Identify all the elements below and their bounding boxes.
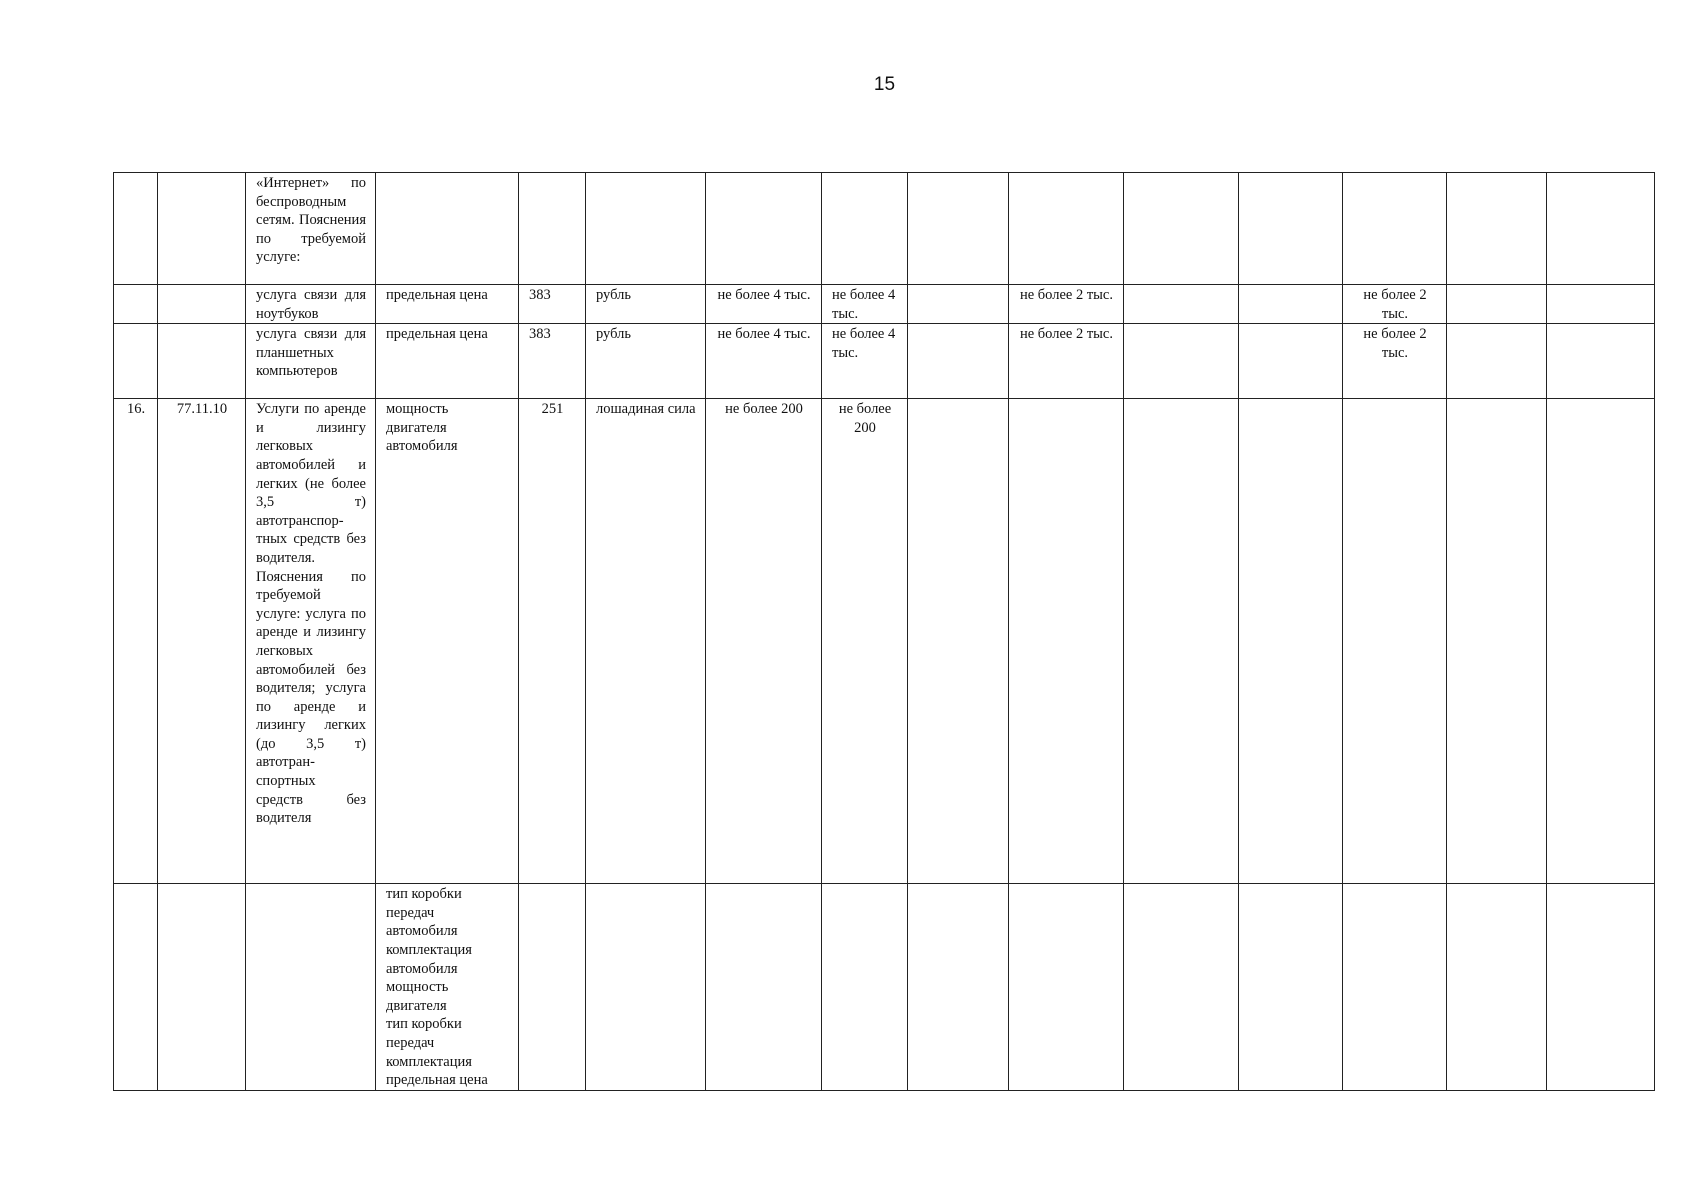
value-cell: не более 200 (822, 399, 908, 884)
value-cell (1239, 285, 1343, 324)
service-name-cell: «Интернет» по беспроводным сетям. Пояснения по требуемой услуге: (246, 173, 376, 285)
value-cell (1547, 324, 1655, 399)
value-cell (1547, 173, 1655, 285)
value-cell: не более 200 (706, 399, 822, 884)
value-cell (1009, 884, 1124, 1091)
characteristic-cell: мощность двигателя автомобиля (376, 399, 519, 884)
service-name-cell (246, 884, 376, 1091)
row-number-cell: 16. (114, 399, 158, 884)
value-cell (1124, 399, 1239, 884)
characteristic-line: предельная цена (386, 1072, 488, 1089)
okpd-code-cell (158, 173, 246, 285)
value-cell (1343, 399, 1447, 884)
characteristic-cell (376, 173, 519, 285)
value-cell: не более 4 тыс. (822, 324, 908, 399)
value-cell: не более 4 тыс. (822, 285, 908, 324)
characteristic-cell: предельная цена (376, 324, 519, 399)
value-cell (908, 884, 1009, 1091)
value-cell (822, 884, 908, 1091)
value-cell (1239, 884, 1343, 1091)
unit-name-cell (586, 173, 706, 285)
unit-name-cell: рубль (586, 324, 706, 399)
value-cell: не более 2 тыс. (1343, 324, 1447, 399)
unit-name-cell: рубль (586, 285, 706, 324)
unit-code-cell: 383 (519, 324, 586, 399)
value-cell: не более 2 тыс. (1009, 285, 1124, 324)
unit-code-cell: 383 (519, 285, 586, 324)
value-cell (1124, 173, 1239, 285)
value-cell (1239, 399, 1343, 884)
value-cell (908, 285, 1009, 324)
value-cell (1239, 173, 1343, 285)
value-cell (1343, 884, 1447, 1091)
value-cell (1447, 173, 1547, 285)
table-row (114, 173, 1655, 285)
unit-code-cell: 251 (519, 399, 586, 884)
value-cell (1124, 285, 1239, 324)
value-cell (1124, 324, 1239, 399)
value-cell: не более 4 тыс. (706, 324, 822, 399)
okpd-code-cell (158, 285, 246, 324)
service-name-cell: услуга связи для планшетных компьютеров (246, 324, 376, 399)
value-cell (1447, 285, 1547, 324)
row-number-cell (114, 173, 158, 285)
unit-name-cell (586, 884, 706, 1091)
value-cell (908, 399, 1009, 884)
characteristic-line: комплектация (386, 1053, 472, 1070)
value-cell (908, 173, 1009, 285)
unit-code-cell (519, 173, 586, 285)
value-cell (1009, 399, 1124, 884)
okpd-code-cell (158, 324, 246, 399)
value-cell: не более 4 тыс. (706, 285, 822, 324)
okpd-code-cell: 77.11.10 (158, 399, 246, 884)
table-row (114, 324, 1655, 399)
unit-name-cell: лошадиная сила (586, 399, 706, 884)
page-number: 15 (873, 74, 896, 95)
table-row (114, 884, 1655, 1091)
value-cell (1124, 884, 1239, 1091)
value-cell: не более 2 тыс. (1343, 285, 1447, 324)
characteristic-cell (376, 884, 519, 1091)
value-cell (1547, 285, 1655, 324)
value-cell (1547, 884, 1655, 1091)
value-cell (706, 884, 822, 1091)
value-cell (1447, 884, 1547, 1091)
characteristic-cell: предельная цена (376, 285, 519, 324)
characteristic-line: мощность двигателя (386, 979, 449, 1014)
okpd-code-cell (158, 884, 246, 1091)
row-number-cell (114, 884, 158, 1091)
value-cell (1447, 399, 1547, 884)
characteristic-line: тип коробки передач автомобиля (386, 886, 462, 940)
value-cell (1009, 173, 1124, 285)
value-cell: не более 2 тыс. (1009, 324, 1124, 399)
service-name-cell: услуга связи для ноутбуков (246, 285, 376, 324)
value-cell (706, 173, 822, 285)
characteristic-line: тип коробки передач (386, 1016, 462, 1051)
table-row (114, 285, 1655, 324)
row-number-cell (114, 285, 158, 324)
unit-code-cell (519, 884, 586, 1091)
value-cell (1447, 324, 1547, 399)
value-cell (822, 173, 908, 285)
value-cell (908, 324, 1009, 399)
value-cell (1239, 324, 1343, 399)
requirements-table (113, 172, 1655, 1091)
value-cell (1343, 173, 1447, 285)
service-name-cell: Услуги по аренде и лизингу легковых автомобилей и легких (не более 3,5 т) автотранспор-тных средств без водителя. Пояснения по требуемой услуге: услуга по аренде и лизингу легковых автомобилей без водителя; услуга по аренде и лизингу легких (до 3,5 т) автотран-спортных средств без водителя (246, 399, 376, 884)
row-number-cell (114, 324, 158, 399)
characteristic-line: комплектация автомобиля (386, 941, 472, 977)
table-row (114, 399, 1655, 884)
value-cell (1547, 399, 1655, 884)
